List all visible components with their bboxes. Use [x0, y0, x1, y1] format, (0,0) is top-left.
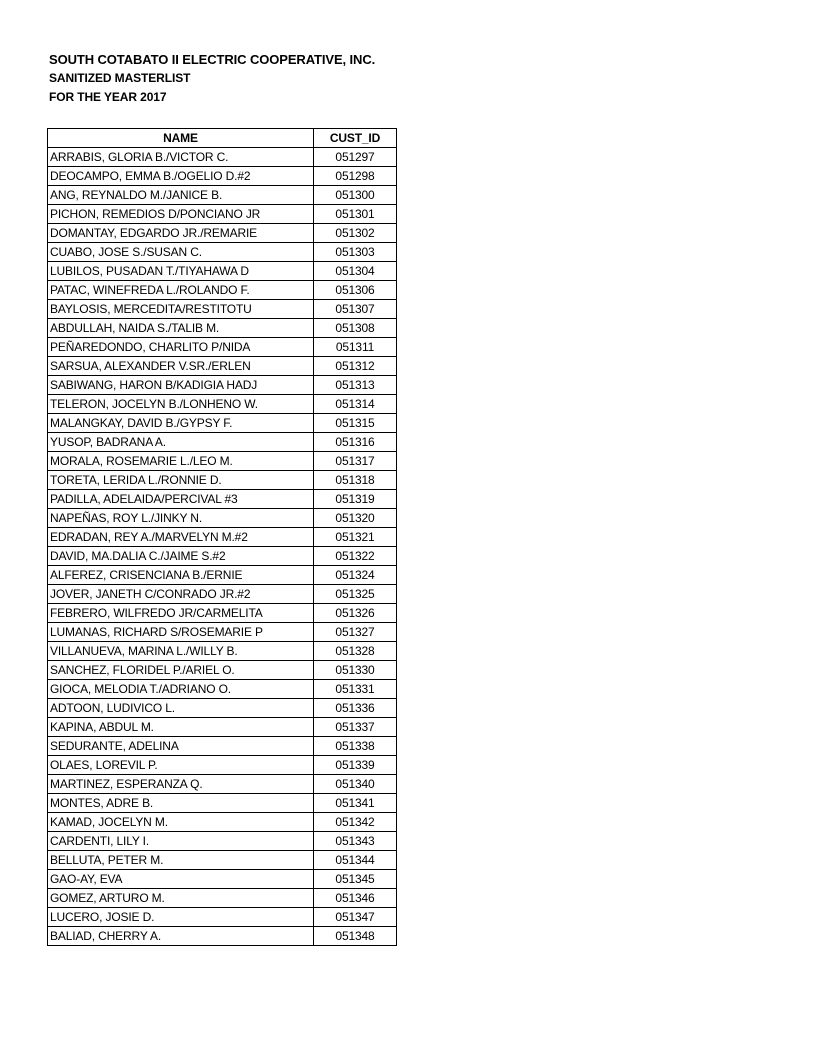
table-row	[48, 452, 397, 471]
table-row	[48, 338, 397, 357]
customer-id-cell: 051313	[314, 376, 397, 395]
customer-id-cell: 051328	[314, 642, 397, 661]
table-row	[48, 490, 397, 509]
document-year: FOR THE YEAR 2017	[49, 90, 167, 104]
table-row	[48, 433, 397, 452]
customer-id-cell: 051347	[314, 908, 397, 927]
customer-id-cell: 051336	[314, 699, 397, 718]
customer-name-cell: SEDURANTE, ADELINA	[48, 737, 314, 756]
customer-id-cell: 051315	[314, 414, 397, 433]
customer-name-cell: PADILLA, ADELAIDA/PERCIVAL #3	[48, 490, 314, 509]
table-row	[48, 870, 397, 889]
column-header-name: NAME	[48, 129, 314, 148]
table-row	[48, 167, 397, 186]
customer-id-cell: 051297	[314, 148, 397, 167]
table-row	[48, 813, 397, 832]
customer-name-cell: BALIAD, CHERRY A.	[48, 927, 314, 946]
table-row	[48, 509, 397, 528]
customer-id-cell: 051311	[314, 338, 397, 357]
table-row	[48, 376, 397, 395]
customer-name-cell: TORETA, LERIDA L./RONNIE D.	[48, 471, 314, 490]
customer-name-cell: GIOCA, MELODIA T./ADRIANO O.	[48, 680, 314, 699]
table-row	[48, 718, 397, 737]
customer-name-cell: TELERON, JOCELYN B./LONHENO W.	[48, 395, 314, 414]
customer-id-cell: 051337	[314, 718, 397, 737]
customer-name-cell: LUCERO, JOSIE D.	[48, 908, 314, 927]
table-row	[48, 889, 397, 908]
customer-name-cell: GOMEZ, ARTURO M.	[48, 889, 314, 908]
customer-name-cell: PICHON, REMEDIOS D/PONCIANO JR	[48, 205, 314, 224]
table-row	[48, 319, 397, 338]
customer-id-cell: 051306	[314, 281, 397, 300]
customer-name-cell: ABDULLAH, NAIDA S./TALIB M.	[48, 319, 314, 338]
customer-id-cell: 051316	[314, 433, 397, 452]
customer-name-cell: SABIWANG, HARON B/KADIGIA HADJ	[48, 376, 314, 395]
customer-id-cell: 051345	[314, 870, 397, 889]
customer-name-cell: BELLUTA, PETER M.	[48, 851, 314, 870]
customer-id-cell: 051326	[314, 604, 397, 623]
table-row	[48, 357, 397, 376]
customer-id-cell: 051318	[314, 471, 397, 490]
customer-name-cell: KAPINA, ABDUL M.	[48, 718, 314, 737]
customer-name-cell: MARTINEZ, ESPERANZA Q.	[48, 775, 314, 794]
customer-id-cell: 051348	[314, 927, 397, 946]
customer-name-cell: DAVID, MA.DALIA C./JAIME S.#2	[48, 547, 314, 566]
customer-name-cell: LUMANAS, RICHARD S/ROSEMARIE P	[48, 623, 314, 642]
customer-name-cell: ADTOON, LUDIVICO L.	[48, 699, 314, 718]
customer-name-cell: VILLANUEVA, MARINA L./WILLY B.	[48, 642, 314, 661]
customer-name-cell: ARRABIS, GLORIA B./VICTOR C.	[48, 148, 314, 167]
customer-name-cell: KAMAD, JOCELYN M.	[48, 813, 314, 832]
customer-name-cell: BAYLOSIS, MERCEDITA/RESTITOTU	[48, 300, 314, 319]
customer-name-cell: PATAC, WINEFREDA L./ROLANDO F.	[48, 281, 314, 300]
customer-id-cell: 051340	[314, 775, 397, 794]
table-row	[48, 794, 397, 813]
table-row	[48, 547, 397, 566]
customer-id-cell: 051327	[314, 623, 397, 642]
customer-id-cell: 051303	[314, 243, 397, 262]
customer-id-cell: 051322	[314, 547, 397, 566]
customer-name-cell: EDRADAN, REY A./MARVELYN M.#2	[48, 528, 314, 547]
table-row	[48, 908, 397, 927]
customer-name-cell: DOMANTAY, EDGARDO JR./REMARIE	[48, 224, 314, 243]
table-row	[48, 851, 397, 870]
table-row	[48, 642, 397, 661]
customer-id-cell: 051308	[314, 319, 397, 338]
table-row	[48, 243, 397, 262]
table-row	[48, 661, 397, 680]
customer-id-cell: 051320	[314, 509, 397, 528]
customer-name-cell: OLAES, LOREVIL P.	[48, 756, 314, 775]
customer-id-cell: 051319	[314, 490, 397, 509]
table-row	[48, 585, 397, 604]
customer-id-cell: 051346	[314, 889, 397, 908]
column-header-cust-id: CUST_ID	[314, 129, 397, 148]
customer-id-cell: 051324	[314, 566, 397, 585]
customer-name-cell: SANCHEZ, FLORIDEL P./ARIEL O.	[48, 661, 314, 680]
table-row	[48, 737, 397, 756]
customer-name-cell: SARSUA, ALEXANDER V.SR./ERLEN	[48, 357, 314, 376]
customer-id-cell: 051342	[314, 813, 397, 832]
table-row	[48, 205, 397, 224]
customer-id-cell: 051330	[314, 661, 397, 680]
customer-id-cell: 051331	[314, 680, 397, 699]
customer-name-cell: GAO-AY, EVA	[48, 870, 314, 889]
table-row	[48, 832, 397, 851]
table-row	[48, 395, 397, 414]
table-row	[48, 699, 397, 718]
table-row	[48, 680, 397, 699]
table-row	[48, 775, 397, 794]
table-body	[48, 148, 397, 946]
table-header-row	[48, 129, 397, 148]
customer-id-cell: 051339	[314, 756, 397, 775]
table-row	[48, 528, 397, 547]
customer-name-cell: CARDENTI, LILY I.	[48, 832, 314, 851]
customer-name-cell: MORALA, ROSEMARIE L./LEO M.	[48, 452, 314, 471]
table-row	[48, 604, 397, 623]
document-title: SOUTH COTABATO II ELECTRIC COOPERATIVE, INC.	[49, 52, 376, 67]
customer-name-cell: YUSOP, BADRANA A.	[48, 433, 314, 452]
table-row	[48, 756, 397, 775]
table-row	[48, 281, 397, 300]
customer-id-cell: 051344	[314, 851, 397, 870]
table-row	[48, 186, 397, 205]
table-row	[48, 927, 397, 946]
document-header	[49, 50, 375, 107]
customer-name-cell: LUBILOS, PUSADAN T./TIYAHAWA D	[48, 262, 314, 281]
customer-id-cell: 051298	[314, 167, 397, 186]
customer-name-cell: ALFEREZ, CRISENCIANA B./ERNIE	[48, 566, 314, 585]
document-subtitle: SANITIZED MASTERLIST	[49, 71, 191, 85]
customer-id-cell: 051338	[314, 737, 397, 756]
customer-id-cell: 051304	[314, 262, 397, 281]
customer-name-cell: DEOCAMPO, EMMA B./OGELIO D.#2	[48, 167, 314, 186]
customer-name-cell: MONTES, ADRE B.	[48, 794, 314, 813]
customer-name-cell: PEÑAREDONDO, CHARLITO P/NIDA	[48, 338, 314, 357]
customer-id-cell: 051302	[314, 224, 397, 243]
table-row	[48, 262, 397, 281]
customer-name-cell: FEBRERO, WILFREDO JR/CARMELITA	[48, 604, 314, 623]
table-row	[48, 300, 397, 319]
table-row	[48, 148, 397, 167]
customer-id-cell: 051307	[314, 300, 397, 319]
customer-id-cell: 051325	[314, 585, 397, 604]
table-row	[48, 623, 397, 642]
customer-id-cell: 051341	[314, 794, 397, 813]
table-row	[48, 414, 397, 433]
customer-id-cell: 051317	[314, 452, 397, 471]
customer-name-cell: CUABO, JOSE S./SUSAN C.	[48, 243, 314, 262]
table-row	[48, 566, 397, 585]
customer-id-cell: 051321	[314, 528, 397, 547]
masterlist-table	[47, 128, 397, 946]
table-row	[48, 471, 397, 490]
customer-name-cell: MALANGKAY, DAVID B./GYPSY F.	[48, 414, 314, 433]
table-row	[48, 224, 397, 243]
customer-id-cell: 051301	[314, 205, 397, 224]
customer-id-cell: 051312	[314, 357, 397, 376]
customer-name-cell: NAPEÑAS, ROY L./JINKY N.	[48, 509, 314, 528]
customer-name-cell: JOVER, JANETH C/CONRADO JR.#2	[48, 585, 314, 604]
customer-id-cell: 051300	[314, 186, 397, 205]
customer-name-cell: ANG, REYNALDO M./JANICE B.	[48, 186, 314, 205]
customer-id-cell: 051314	[314, 395, 397, 414]
customer-id-cell: 051343	[314, 832, 397, 851]
